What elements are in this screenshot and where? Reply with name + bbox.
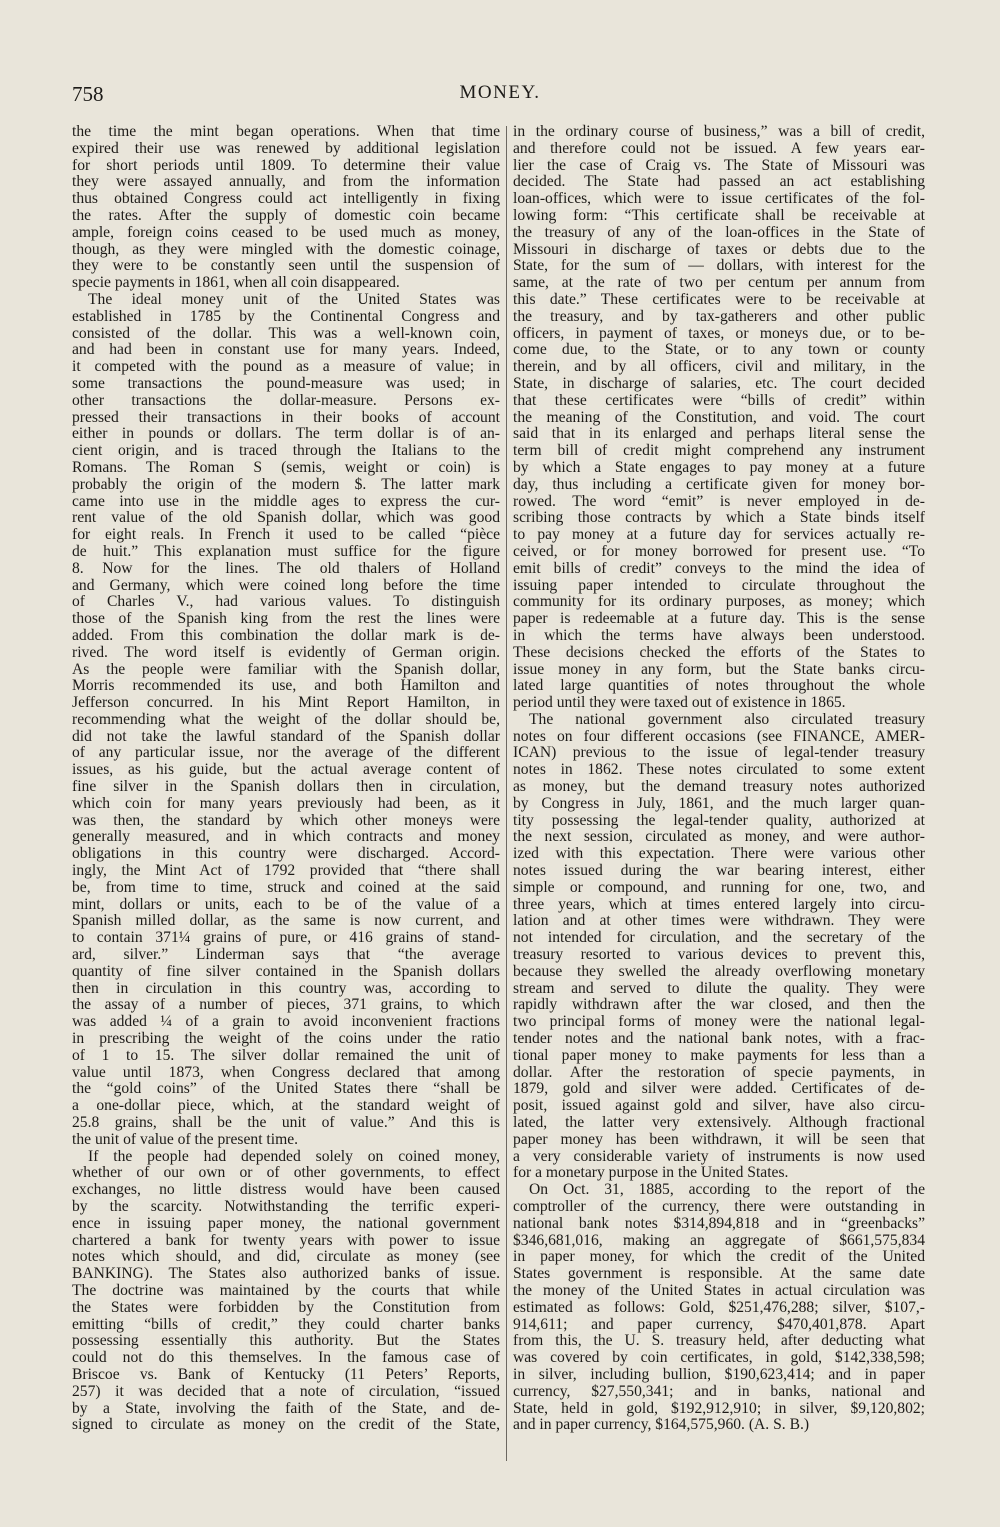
text-line: signed to circulate as money on the credit of the State, xyxy=(72,1417,500,1434)
text-line: State, held in gold, $192,912,910; in silver, $9,120,802; xyxy=(513,1400,925,1417)
text-line: notes issued during the war bearing interest, either xyxy=(513,863,925,880)
text-line: Spanish milled dollar, as the same is now current, and xyxy=(72,913,500,930)
text-line: because they swelled the already overflowing monetary xyxy=(513,963,925,980)
text-line: added. From this combination the dollar mark is de- xyxy=(72,627,500,644)
text-line: mint, dollars or units, each to be of the value of a xyxy=(72,896,500,913)
text-line: whether of our own or of other governments, to effect xyxy=(72,1165,500,1182)
text-line: day, thus including a certificate given for money bor- xyxy=(513,476,925,493)
text-line: in silver, including bullion, $190,623,414; and in paper xyxy=(513,1366,925,1383)
text-line: was added ¼ of a grain to avoid inconvenient fractions xyxy=(72,1014,500,1031)
text-line: could not do this themselves. In the famous case of xyxy=(72,1350,500,1367)
text-line: in which the terms have always been understood. xyxy=(513,627,925,644)
text-line: for a monetary purpose in the United States. xyxy=(513,1165,789,1182)
text-line: Briscoe vs. Bank of Kentucky (11 Peters’ Reports, xyxy=(72,1366,500,1383)
text-line: rent value of the old Spanish dollar, which was good xyxy=(72,510,500,527)
text-line: obligations in this country were discharged. Accord- xyxy=(72,846,500,863)
text-line: If the people had depended solely on coined money, xyxy=(88,1148,500,1165)
text-line: BANKING). The States also authorized banks of issue. xyxy=(72,1266,500,1283)
text-line: Morris recommended its use, and both Hamilton and xyxy=(72,678,500,695)
text-line: came into use in the middle ages to express the cur- xyxy=(72,493,500,510)
text-line: they were assayed annually, and from the information xyxy=(72,174,500,191)
text-line: same, at the rate of two per centum per annum from xyxy=(513,275,925,292)
text-line: chartered a bank for twenty years with power to issue xyxy=(72,1232,500,1249)
text-line: treasury resorted to various devices to prevent this, xyxy=(513,947,925,964)
text-line: rived. The word itself is evidently of German origin. xyxy=(72,644,500,661)
text-line: comptroller of the currency, there were outstanding in xyxy=(513,1199,925,1215)
text-line: the treasury of any of the loan-offices in the State of xyxy=(513,224,925,241)
text-line: lier the case of Craig vs. The State of Missouri was xyxy=(513,157,925,174)
text-line: stream and served to dilute the quality. They were xyxy=(513,980,925,997)
text-line: 25.8 grains, shall be the unit of value.” And this is xyxy=(72,1115,500,1132)
text-line: a very considerable variety of instruments is now used xyxy=(513,1148,925,1165)
text-line: ingly, the Mint Act of 1792 provided that “there shall xyxy=(72,863,500,880)
text-line: the unit of value of the present time. xyxy=(72,1131,299,1148)
text-line: emitting “bills of credit,” they could charter banks xyxy=(72,1316,500,1333)
column-divider xyxy=(506,126,507,1461)
text-line: issues, as his guide, but the actual average content of xyxy=(72,762,500,779)
text-line: These decisions checked the efforts of the States to xyxy=(513,644,925,661)
text-line: lowing form: “This certificate shall be receivable at xyxy=(513,207,925,224)
text-line: ICAN) previous to the issue of legal-tender treasury xyxy=(513,745,925,762)
left-column xyxy=(72,124,500,1434)
text-line: was then, the standard by which other moneys were xyxy=(72,812,500,829)
text-line: estimated as follows: Gold, $251,476,288; silver, $107,- xyxy=(513,1299,925,1316)
text-line: those of the Spanish king from the rest the lines were xyxy=(72,611,500,628)
text-line: posit, issued against gold and silver, have also circu- xyxy=(513,1098,925,1115)
text-line: quantity of fine silver contained in the Spanish dollars xyxy=(72,963,500,980)
text-line: therein, and by all officers, civil and military, in the xyxy=(513,359,925,376)
text-line: Romans. The Roman S (semis, weight or coin) is xyxy=(72,459,500,476)
text-line: either in pounds or dollars. The term dollar is of an- xyxy=(72,426,500,443)
text-line: was covered by coin certificates, in gold, $142,338,598; xyxy=(513,1350,925,1367)
text-line: community for its ordinary purposes, as money; which xyxy=(513,594,925,611)
text-line: two principal forms of money were the national legal- xyxy=(513,1014,925,1031)
text-line: The national government also circulated treasury xyxy=(529,711,925,728)
text-line: come due, to the State, or to any town or county xyxy=(513,342,925,359)
text-line: period until they were taxed out of existence in 1865. xyxy=(513,695,846,712)
text-line: ard, silver.” Linderman says that “the average xyxy=(72,947,500,964)
text-line: to contain 371¼ grains of pure, or 416 grains of stand- xyxy=(72,930,500,947)
text-line: three years, which at times entered largely into circu- xyxy=(513,896,925,913)
text-line: The ideal money unit of the United States was xyxy=(88,291,500,308)
text-line: fine silver in the Spanish dollars then in circulation, xyxy=(72,779,500,796)
text-line: paper money has been withdrawn, it will be seen that xyxy=(513,1131,925,1148)
text-line: as money, but the demand treasury notes authorized xyxy=(513,779,925,796)
text-line: pressed their transactions in their books of account xyxy=(72,409,500,426)
text-line: and in paper currency, $164,575,960. (A. S. B.) xyxy=(513,1417,810,1434)
text-line: notes which should, and did, circulate as money (see xyxy=(72,1249,500,1266)
text-line: did not take the lawful standard of the Spanish dollar xyxy=(72,728,500,745)
running-head: MONEY. xyxy=(459,82,541,103)
text-line: established in 1785 by the Continental Congress and xyxy=(72,308,500,325)
page-number: 758 xyxy=(72,82,104,106)
text-line: the assay of a number of pieces, 371 grains, to which xyxy=(72,997,500,1014)
text-line: lation and at other times were withdrawn. They were xyxy=(513,913,925,930)
text-line: expired their use was renewed by additional legislation xyxy=(72,140,500,157)
text-line: On Oct. 31, 1885, according to the report of the xyxy=(529,1182,925,1199)
text-line: loan-offices, which were to issue certificates of the fol- xyxy=(513,191,925,208)
text-line: dollar. After the restoration of specie payments, in xyxy=(513,1064,925,1081)
text-line: the money of the United States in actual circulation was xyxy=(513,1282,925,1299)
text-line: value until 1873, when Congress declared that among xyxy=(72,1064,500,1081)
text-line: issuing paper intended to circulate throughout the xyxy=(513,577,925,594)
text-line: lated large quantities of notes throughout the whole xyxy=(513,678,925,695)
text-line: notes on four different occasions (see FINANCE, AMER- xyxy=(513,728,925,745)
page-header xyxy=(72,82,928,112)
text-line: for short periods until 1809. To determine their value xyxy=(72,157,500,174)
text-line: not intended for circulation, and the secretary of the xyxy=(513,930,925,947)
right-column xyxy=(513,124,925,1434)
text-line: issue money in any form, but the State banks circu- xyxy=(513,661,925,678)
text-line: that these certificates were “bills of credit” within xyxy=(513,392,925,409)
text-line: the States were forbidden by the Constitution from xyxy=(72,1299,500,1316)
text-line: of Charles V., had various values. To distinguish xyxy=(72,594,500,611)
text-line: from this, the U. S. treasury held, after deducting what xyxy=(513,1333,925,1350)
text-line: for eight reals. In French it used to be called “pièce xyxy=(72,527,500,544)
text-line: be, from time to time, struck and coined at the said xyxy=(72,879,500,896)
text-line: in paper money, for which the credit of the United xyxy=(513,1249,925,1266)
text-line: rowed. The word “emit” is never employed in de- xyxy=(513,493,925,510)
text-line: $346,681,016, making an aggregate of $661,575,834 xyxy=(513,1232,925,1249)
text-line: it competed with the pound as a measure of value; in xyxy=(72,359,500,376)
text-line: a one-dollar piece, which, at the standard weight of xyxy=(72,1098,500,1115)
text-line: The doctrine was maintained by the courts that while xyxy=(72,1282,500,1299)
text-line: the meaning of the Constitution, and void. The court xyxy=(513,409,925,426)
text-line: officers, in payment of taxes, or moneys due, or to be- xyxy=(513,325,925,342)
text-line: by the scarcity. Notwithstanding the terrific experi- xyxy=(72,1199,500,1215)
text-line: exchanges, no little distress would have been caused xyxy=(72,1182,500,1199)
text-line: the “gold coins” of the United States there “shall be xyxy=(72,1081,500,1098)
text-line: cient origin, and is traced through the Italians to the xyxy=(72,443,500,460)
text-line: in the ordinary course of business,” was a bill of credit, xyxy=(513,124,925,140)
text-line: State, for the sum of — dollars, with interest for the xyxy=(513,258,925,275)
text-line: paper is redeemable at a future day. This is the sense xyxy=(513,611,925,628)
text-line: lated, the latter very extensively. Although fractional xyxy=(513,1115,925,1132)
text-line: ized with this expectation. There were various other xyxy=(513,846,925,863)
text-line: ceived, or for money borrowed for present use. “To xyxy=(513,543,925,560)
text-line: to pay money at a future day for services actually re- xyxy=(513,527,925,544)
text-line: 914,611; and paper currency, $470,401,878. Apart xyxy=(513,1316,925,1333)
text-line: Missouri in discharge of taxes or debts due to the xyxy=(513,241,925,258)
text-line: said that in its enlarged and perhaps literal sense the xyxy=(513,426,925,443)
text-line: States government is responsible. At the same date xyxy=(513,1266,925,1283)
text-line: generally measured, and in which contracts and money xyxy=(72,829,500,846)
text-line: simple or compound, and running for one, two, and xyxy=(513,879,925,896)
text-line: in prescribing the weight of the coins under the ratio xyxy=(72,1031,500,1048)
text-line: thus obtained Congress could act intelligently in fixing xyxy=(72,191,500,208)
text-line: this date.” These certificates were to be receivable at xyxy=(513,291,925,308)
text-line: recommending what the weight of the dollar should be, xyxy=(72,711,500,728)
text-line: of any particular issue, nor the average of the different xyxy=(72,745,500,762)
text-line: 1879, gold and silver were added. Certificates of de- xyxy=(513,1081,925,1098)
text-line: the treasury, and by tax-gatherers and other public xyxy=(513,308,925,325)
text-line: the next session, circulated as money, and were author- xyxy=(513,829,925,846)
text-line: rapidly withdrawn after the war closed, and then the xyxy=(513,997,925,1014)
text-line: consisted of the dollar. This was a well-known coin, xyxy=(72,325,500,342)
text-line: de huit.” This explanation must suffice for the figure xyxy=(72,543,500,560)
text-line: of 1 to 15. The silver dollar remained the unit of xyxy=(72,1047,500,1064)
text-line: by which a State engages to pay money at a future xyxy=(513,459,925,476)
text-line: ample, foreign coins ceased to be used much as money, xyxy=(72,224,500,241)
text-line: 8. Now for the lines. The old thalers of Holland xyxy=(72,560,500,577)
text-line: tity possessing the legal-tender quality, authorized at xyxy=(513,812,925,829)
text-line: currency, $27,550,341; and in banks, national and xyxy=(513,1383,925,1400)
text-line: which coin for many years previously had been, as it xyxy=(72,795,500,812)
text-line: other transactions the dollar-measure. Persons ex- xyxy=(72,392,500,409)
text-line: some transactions the pound-measure was used; in xyxy=(72,375,500,392)
text-line: probably the origin of the modern $. The latter mark xyxy=(72,476,500,493)
text-line: by a State, involving the faith of the State, and de- xyxy=(72,1400,500,1417)
text-line: ence in issuing paper money, the national government xyxy=(72,1215,500,1232)
text-line: possessing essentially this authority. But the States xyxy=(72,1333,500,1350)
text-line: they were to be constantly seen until the suspension of xyxy=(72,258,500,275)
text-line: scribing those contracts by which a State binds itself xyxy=(513,510,925,527)
text-line: though, as they were mingled with the domestic coinage, xyxy=(72,241,500,258)
text-line: by Congress in July, 1861, and the much larger quan- xyxy=(513,795,925,812)
text-line: tional paper money to make payments for less than a xyxy=(513,1047,925,1064)
text-line: decided. The State had passed an act establishing xyxy=(513,174,925,191)
text-line: tender notes and the national bank notes, with a frac- xyxy=(513,1031,925,1048)
text-line: As the people were familiar with the Spanish dollar, xyxy=(72,661,500,678)
text-line: and therefore could not be issued. A few years ear- xyxy=(513,140,925,157)
text-line: national bank notes $314,894,818 and in “greenbacks” xyxy=(513,1215,925,1232)
text-line: emit bills of credit” conveys to the mind the idea of xyxy=(513,560,925,577)
text-line: State, in discharge of salaries, etc. The court decided xyxy=(513,375,925,392)
text-line: then in circulation in this country was, according to xyxy=(72,980,500,997)
text-line: the rates. After the supply of domestic coin became xyxy=(72,207,500,224)
text-line: and Germany, which were coined long before the time xyxy=(72,577,500,594)
text-line: Jefferson concurred. In his Mint Report Hamilton, in xyxy=(72,695,500,712)
text-line: the time the mint began operations. When that time xyxy=(72,124,500,140)
text-line: specie payments in 1861, when all coin disappeared. xyxy=(72,275,400,292)
text-line: notes in 1862. These notes circulated to some extent xyxy=(513,762,925,779)
text-line: 257) it was decided that a note of circulation, “issued xyxy=(72,1383,500,1400)
text-line: and had been in constant use for many years. Indeed, xyxy=(72,342,500,359)
text-line: term bill of credit might comprehend any instrument xyxy=(513,443,925,460)
